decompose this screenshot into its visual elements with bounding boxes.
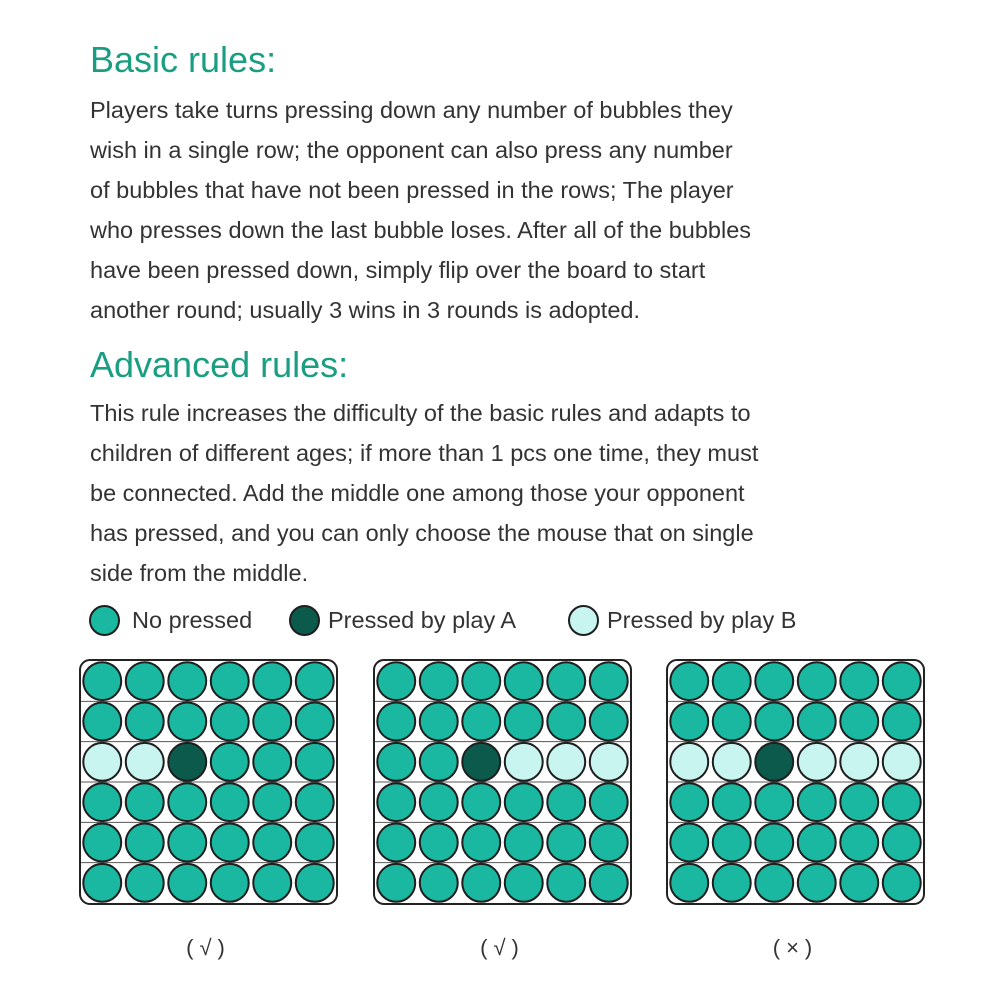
basic-rules-line: of bubbles that have not been pressed in the rows; The player bbox=[90, 177, 734, 203]
advanced-rules-heading: Advanced rules: bbox=[90, 344, 349, 385]
bubble-pressed-a bbox=[462, 743, 500, 781]
bubble-not-pressed bbox=[883, 662, 921, 700]
bubble-not-pressed bbox=[505, 703, 543, 741]
bubble-not-pressed bbox=[83, 703, 121, 741]
bubble-not-pressed bbox=[168, 703, 206, 741]
bubble-not-pressed bbox=[505, 662, 543, 700]
bubble-not-pressed bbox=[670, 864, 708, 902]
legend-label: Pressed by play B bbox=[607, 607, 797, 633]
bubble-pressed-a-icon bbox=[289, 605, 320, 636]
bubble-not-pressed bbox=[798, 783, 836, 821]
bubble-not-pressed bbox=[547, 864, 585, 902]
bubble-not-pressed bbox=[670, 824, 708, 862]
bubble-not-pressed bbox=[755, 662, 793, 700]
bubble-not-pressed bbox=[713, 703, 751, 741]
bubble-not-pressed bbox=[211, 824, 249, 862]
bubble-not-pressed bbox=[840, 703, 878, 741]
bubble-not-pressed bbox=[798, 703, 836, 741]
bubble-not-pressed bbox=[547, 824, 585, 862]
bubble-pressed-a bbox=[168, 743, 206, 781]
bubble-pressed-b-icon bbox=[568, 605, 599, 636]
bubble-not-pressed bbox=[168, 824, 206, 862]
bubble-not-pressed bbox=[798, 662, 836, 700]
bubble-pressed-b bbox=[83, 743, 121, 781]
bubble-not-pressed bbox=[168, 662, 206, 700]
bubble-not-pressed bbox=[377, 824, 415, 862]
bubble-not-pressed bbox=[420, 783, 458, 821]
bubble-pressed-b bbox=[505, 743, 543, 781]
bubble-not-pressed bbox=[755, 783, 793, 821]
bubble-not-pressed bbox=[253, 864, 291, 902]
bubble-not-pressed bbox=[798, 864, 836, 902]
bubble-not-pressed bbox=[168, 864, 206, 902]
bubble-not-pressed bbox=[83, 864, 121, 902]
bubble-not-pressed bbox=[505, 864, 543, 902]
bubble-grid bbox=[668, 661, 923, 903]
bubble-not-pressed bbox=[713, 783, 751, 821]
basic-rules-line: Players take turns pressing down any number of bubbles they bbox=[90, 97, 733, 123]
basic-rules-text bbox=[90, 90, 990, 330]
bubble-not-pressed bbox=[420, 864, 458, 902]
bubble-grid bbox=[81, 661, 336, 903]
bubble-not-pressed bbox=[377, 743, 415, 781]
advanced-rules-line: be connected. Add the middle one among those your opponent bbox=[90, 480, 745, 506]
bubble-pressed-b bbox=[840, 743, 878, 781]
bubble-not-pressed bbox=[670, 703, 708, 741]
bubble-not-pressed bbox=[296, 864, 334, 902]
legend-item-pressed-a bbox=[289, 600, 516, 640]
bubble-not-pressed bbox=[840, 864, 878, 902]
bubble-not-pressed bbox=[590, 824, 628, 862]
bubble-not-pressed bbox=[840, 783, 878, 821]
bubble-not-pressed bbox=[83, 662, 121, 700]
basic-rules-line: wish in a single row; the opponent can also press any number bbox=[90, 137, 733, 163]
bubble-not-pressed bbox=[296, 783, 334, 821]
board-1-verdict: (√) bbox=[186, 935, 231, 960]
bubble-not-pressed bbox=[713, 864, 751, 902]
bubble-not-pressed bbox=[253, 824, 291, 862]
bubble-not-pressed bbox=[462, 662, 500, 700]
bubble-not-pressed bbox=[83, 783, 121, 821]
bubble-not-pressed bbox=[505, 783, 543, 821]
bubble-not-pressed bbox=[840, 824, 878, 862]
bubble-not-pressed bbox=[377, 703, 415, 741]
example-board-3 bbox=[666, 659, 925, 905]
bubble-not-pressed bbox=[755, 703, 793, 741]
bubble-not-pressed bbox=[377, 864, 415, 902]
board-3-verdict: (×) bbox=[772, 935, 819, 960]
bubble-not-pressed bbox=[253, 662, 291, 700]
bubble-not-pressed bbox=[420, 662, 458, 700]
example-board-1 bbox=[79, 659, 338, 905]
bubble-not-pressed bbox=[83, 824, 121, 862]
bubble-not-pressed bbox=[547, 703, 585, 741]
bubble-not-pressed bbox=[420, 703, 458, 741]
bubble-not-pressed bbox=[590, 703, 628, 741]
bubble-not-pressed bbox=[462, 864, 500, 902]
bubble-not-pressed bbox=[211, 864, 249, 902]
bubble-not-pressed bbox=[126, 783, 164, 821]
bubble-not-pressed bbox=[590, 864, 628, 902]
bubble-not-pressed bbox=[883, 824, 921, 862]
advanced-rules-line: has pressed, and you can only choose the mouse that on single bbox=[90, 520, 754, 546]
bubble-not-pressed bbox=[547, 783, 585, 821]
legend-item-pressed-b bbox=[568, 600, 796, 640]
bubble-not-pressed bbox=[798, 824, 836, 862]
basic-rules-line: another round; usually 3 wins in 3 rounds is adopted. bbox=[90, 297, 640, 323]
bubble-not-pressed bbox=[126, 824, 164, 862]
bubble-not-pressed bbox=[670, 662, 708, 700]
bubble-not-pressed bbox=[547, 662, 585, 700]
bubble-not-pressed bbox=[126, 864, 164, 902]
board-2-verdict: (√) bbox=[480, 935, 525, 960]
bubble-not-pressed bbox=[211, 662, 249, 700]
bubble-not-pressed bbox=[296, 824, 334, 862]
bubble-pressed-a bbox=[755, 743, 793, 781]
legend-label: Pressed by play A bbox=[328, 607, 517, 633]
advanced-rules-line: children of different ages; if more than 1 pcs one time, they must bbox=[90, 440, 759, 466]
bubble-not-pressed bbox=[296, 662, 334, 700]
bubble-not-pressed bbox=[253, 703, 291, 741]
bubble-not-pressed bbox=[296, 703, 334, 741]
bubble-pressed-b bbox=[590, 743, 628, 781]
bubble-pressed-b bbox=[547, 743, 585, 781]
legend-item-no-pressed bbox=[89, 600, 252, 640]
advanced-rules-line: This rule increases the difficulty of the basic rules and adapts to bbox=[90, 400, 751, 426]
bubble-not-pressed bbox=[377, 662, 415, 700]
bubble-not-pressed bbox=[670, 783, 708, 821]
bubble-not-pressed bbox=[883, 703, 921, 741]
bubble-not-pressed bbox=[296, 743, 334, 781]
bubble-not-pressed bbox=[713, 662, 751, 700]
legend-label: No pressed bbox=[132, 607, 253, 633]
bubble-not-pressed bbox=[168, 783, 206, 821]
bubble-not-pressed bbox=[253, 783, 291, 821]
bubble-pressed-b bbox=[713, 743, 751, 781]
bubble-not-pressed bbox=[505, 824, 543, 862]
bubble-not-pressed bbox=[462, 783, 500, 821]
bubble-not-pressed bbox=[253, 743, 291, 781]
bubble-not-pressed bbox=[462, 703, 500, 741]
bubble-not-pressed bbox=[462, 824, 500, 862]
bubble-not-pressed bbox=[840, 662, 878, 700]
basic-rules-line: have been pressed down, simply flip over the board to start bbox=[90, 257, 706, 283]
bubble-not-pressed bbox=[883, 783, 921, 821]
legend bbox=[0, 600, 1000, 640]
bubble-not-pressed bbox=[755, 824, 793, 862]
example-board-2 bbox=[373, 659, 632, 905]
bubble-not-pressed bbox=[211, 703, 249, 741]
basic-rules-line: who presses down the last bubble loses. After all of the bubbles bbox=[90, 217, 752, 243]
bubble-not-pressed bbox=[590, 783, 628, 821]
bubble-not-pressed bbox=[420, 743, 458, 781]
bubble-pressed-b bbox=[126, 743, 164, 781]
bubble-pressed-b bbox=[883, 743, 921, 781]
bubble-not-pressed bbox=[755, 864, 793, 902]
bubble-not-pressed bbox=[713, 824, 751, 862]
bubble-not-pressed-icon bbox=[89, 605, 120, 636]
bubble-not-pressed bbox=[126, 703, 164, 741]
bubble-not-pressed bbox=[211, 743, 249, 781]
bubble-pressed-b bbox=[798, 743, 836, 781]
bubble-not-pressed bbox=[377, 783, 415, 821]
advanced-rules-line: side from the middle. bbox=[90, 560, 309, 586]
bubble-not-pressed bbox=[590, 662, 628, 700]
basic-rules-heading: Basic rules: bbox=[90, 39, 277, 80]
bubble-not-pressed bbox=[211, 783, 249, 821]
advanced-rules-text bbox=[90, 393, 990, 593]
bubble-not-pressed bbox=[883, 864, 921, 902]
bubble-not-pressed bbox=[126, 662, 164, 700]
bubble-pressed-b bbox=[670, 743, 708, 781]
bubble-not-pressed bbox=[420, 824, 458, 862]
bubble-grid bbox=[375, 661, 630, 903]
